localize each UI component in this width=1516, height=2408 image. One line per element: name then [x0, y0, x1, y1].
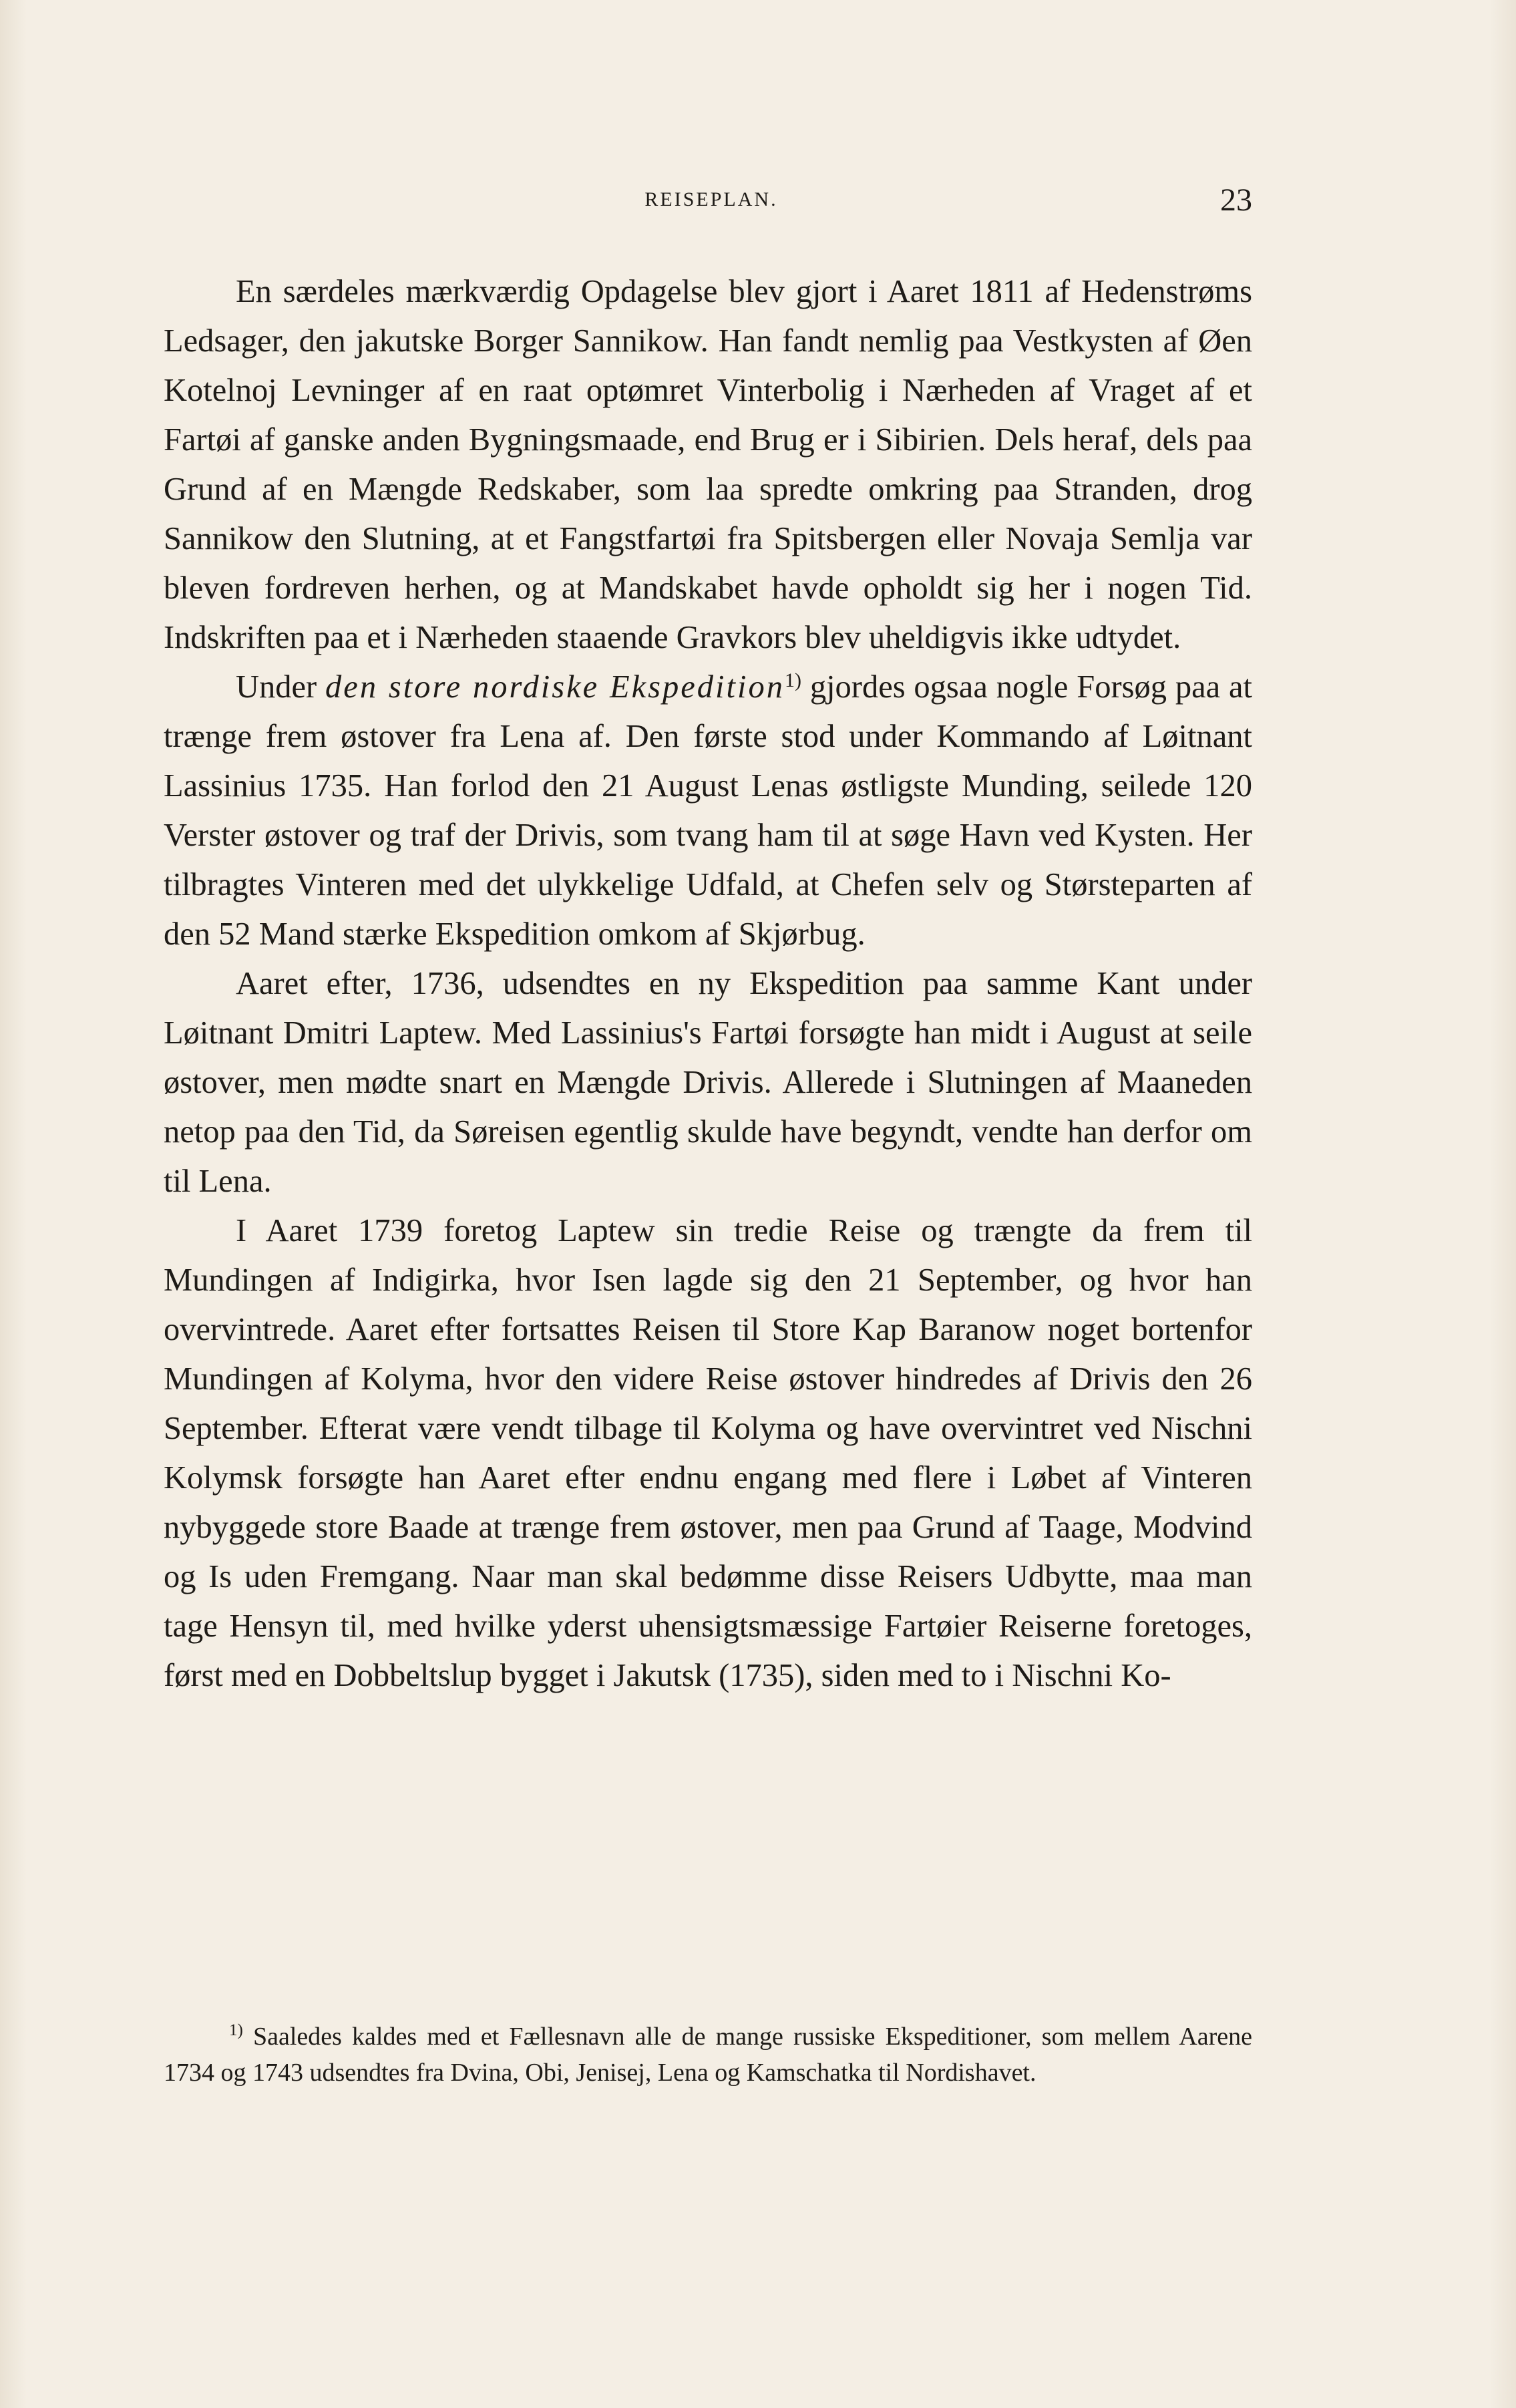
paragraph-great-northern-expedition	[164, 663, 1252, 959]
paragraph-laptew-1736: Aaret efter, 1736, udsendtes en ny Ekspedition paa samme Kant under Løitnant Dmitri Laptew. Med Lassinius's Fartøi forsøgte han midt i August at seile østover, men mødte snart en Mængde Drivis. Allerede i Slutningen af Maaneden netop paa den Tid, da Søreisen egentlig skulde have begyndt, vendte han derfor om til Lena.	[164, 966, 1252, 1199]
footnote	[164, 2019, 1252, 2091]
paragraph-text: gjordes ogsaa nogle Forsøg paa at trænge frem østover fra Lena af. Den første stod under Kommando af Løitnant Lassinius 1735. Han forlod den 21 August Lenas østligste Munding, seilede 120 Verster østover og traf der Drivis, som tvang ham til at søge Havn ved Kysten. Her tilbragtes Vinteren med det ulykkelige Udfald, at Chefen selv og Størsteparten af den 52 Mand stærke Ekspedition omkom af Skjørbug.	[164, 669, 1252, 952]
page-number: 23	[1220, 182, 1252, 218]
emphasized-title: den store nordiske Ekspedition	[325, 669, 785, 705]
paragraph-sannikow: En særdeles mærkværdig Opdagelse blev gjort i Aaret 1811 af Hedenstrøms Ledsager, den jakutske Borger Sannikow. Han fandt nemlig paa Vestkysten af Øen Kotelnoj Levninger af en raat optømret Vinterbolig i Nærheden af Vraget af et Fartøi af ganske anden Bygningsmaade, end Brug er i Sibirien. Dels heraf, dels paa Grund af en Mængde Redskaber, som laa spredte omkring paa Stranden, drog Sannikow den Slutning, at et Fangstfartøi fra Spitsbergen eller Novaja Semlja var bleven fordreven herhen, og at Mandskabet havde opholdt sig her i nogen Tid. Indskriften paa et i Nærheden staaende Gravkors blev uheldigvis ikke udtydet.	[164, 274, 1252, 655]
footnotes	[164, 2019, 1252, 2091]
paragraph-text: Under	[236, 669, 326, 705]
paragraph-laptew-1739: I Aaret 1739 foretog Laptew sin tredie Reise og trængte da frem til Mundingen af Indigirka, hvor Isen lagde sig den 21 September, og hvor han overvintrede. Aaret efter fortsattes Reisen til Store Kap Baranow noget bortenfor Mundingen af Kolyma, hvor den videre Reise østover hindredes af Drivis den 26 September. Efterat være vendt tilbage til Kolyma og have overvintret ved Nischni Kolymsk forsøgte han Aaret efter endnu engang med flere i Løbet af Vinteren nybyggede store Baade at trænge frem østover, men paa Grund af Taage, Modvind og Is uden Fremgang. Naar man skal bedømme disse Reisers Udbytte, maa man tage Hensyn til, med hvilke yderst uhensigtsmæssige Fartøier Reiserne foretoges, først med en Dobbeltslup bygget i Jakutsk (1735), siden med to i Nischni Ko-	[164, 1213, 1252, 1693]
running-head: REISEPLAN.	[644, 188, 778, 210]
body-text	[164, 267, 1252, 1701]
page-header	[164, 182, 1259, 235]
footnote-reference: 1)	[784, 669, 801, 691]
footnote-mark: 1)	[229, 2021, 243, 2039]
footnote-text: Saaledes kaldes med et Fællesnavn alle de mange russiske Ekspeditioner, som mellem Aarene 1734 og 1743 udsendtes fra Dvina, Obi, Jenisej, Lena og Kamschatka til Nordishavet.	[164, 2023, 1252, 2087]
